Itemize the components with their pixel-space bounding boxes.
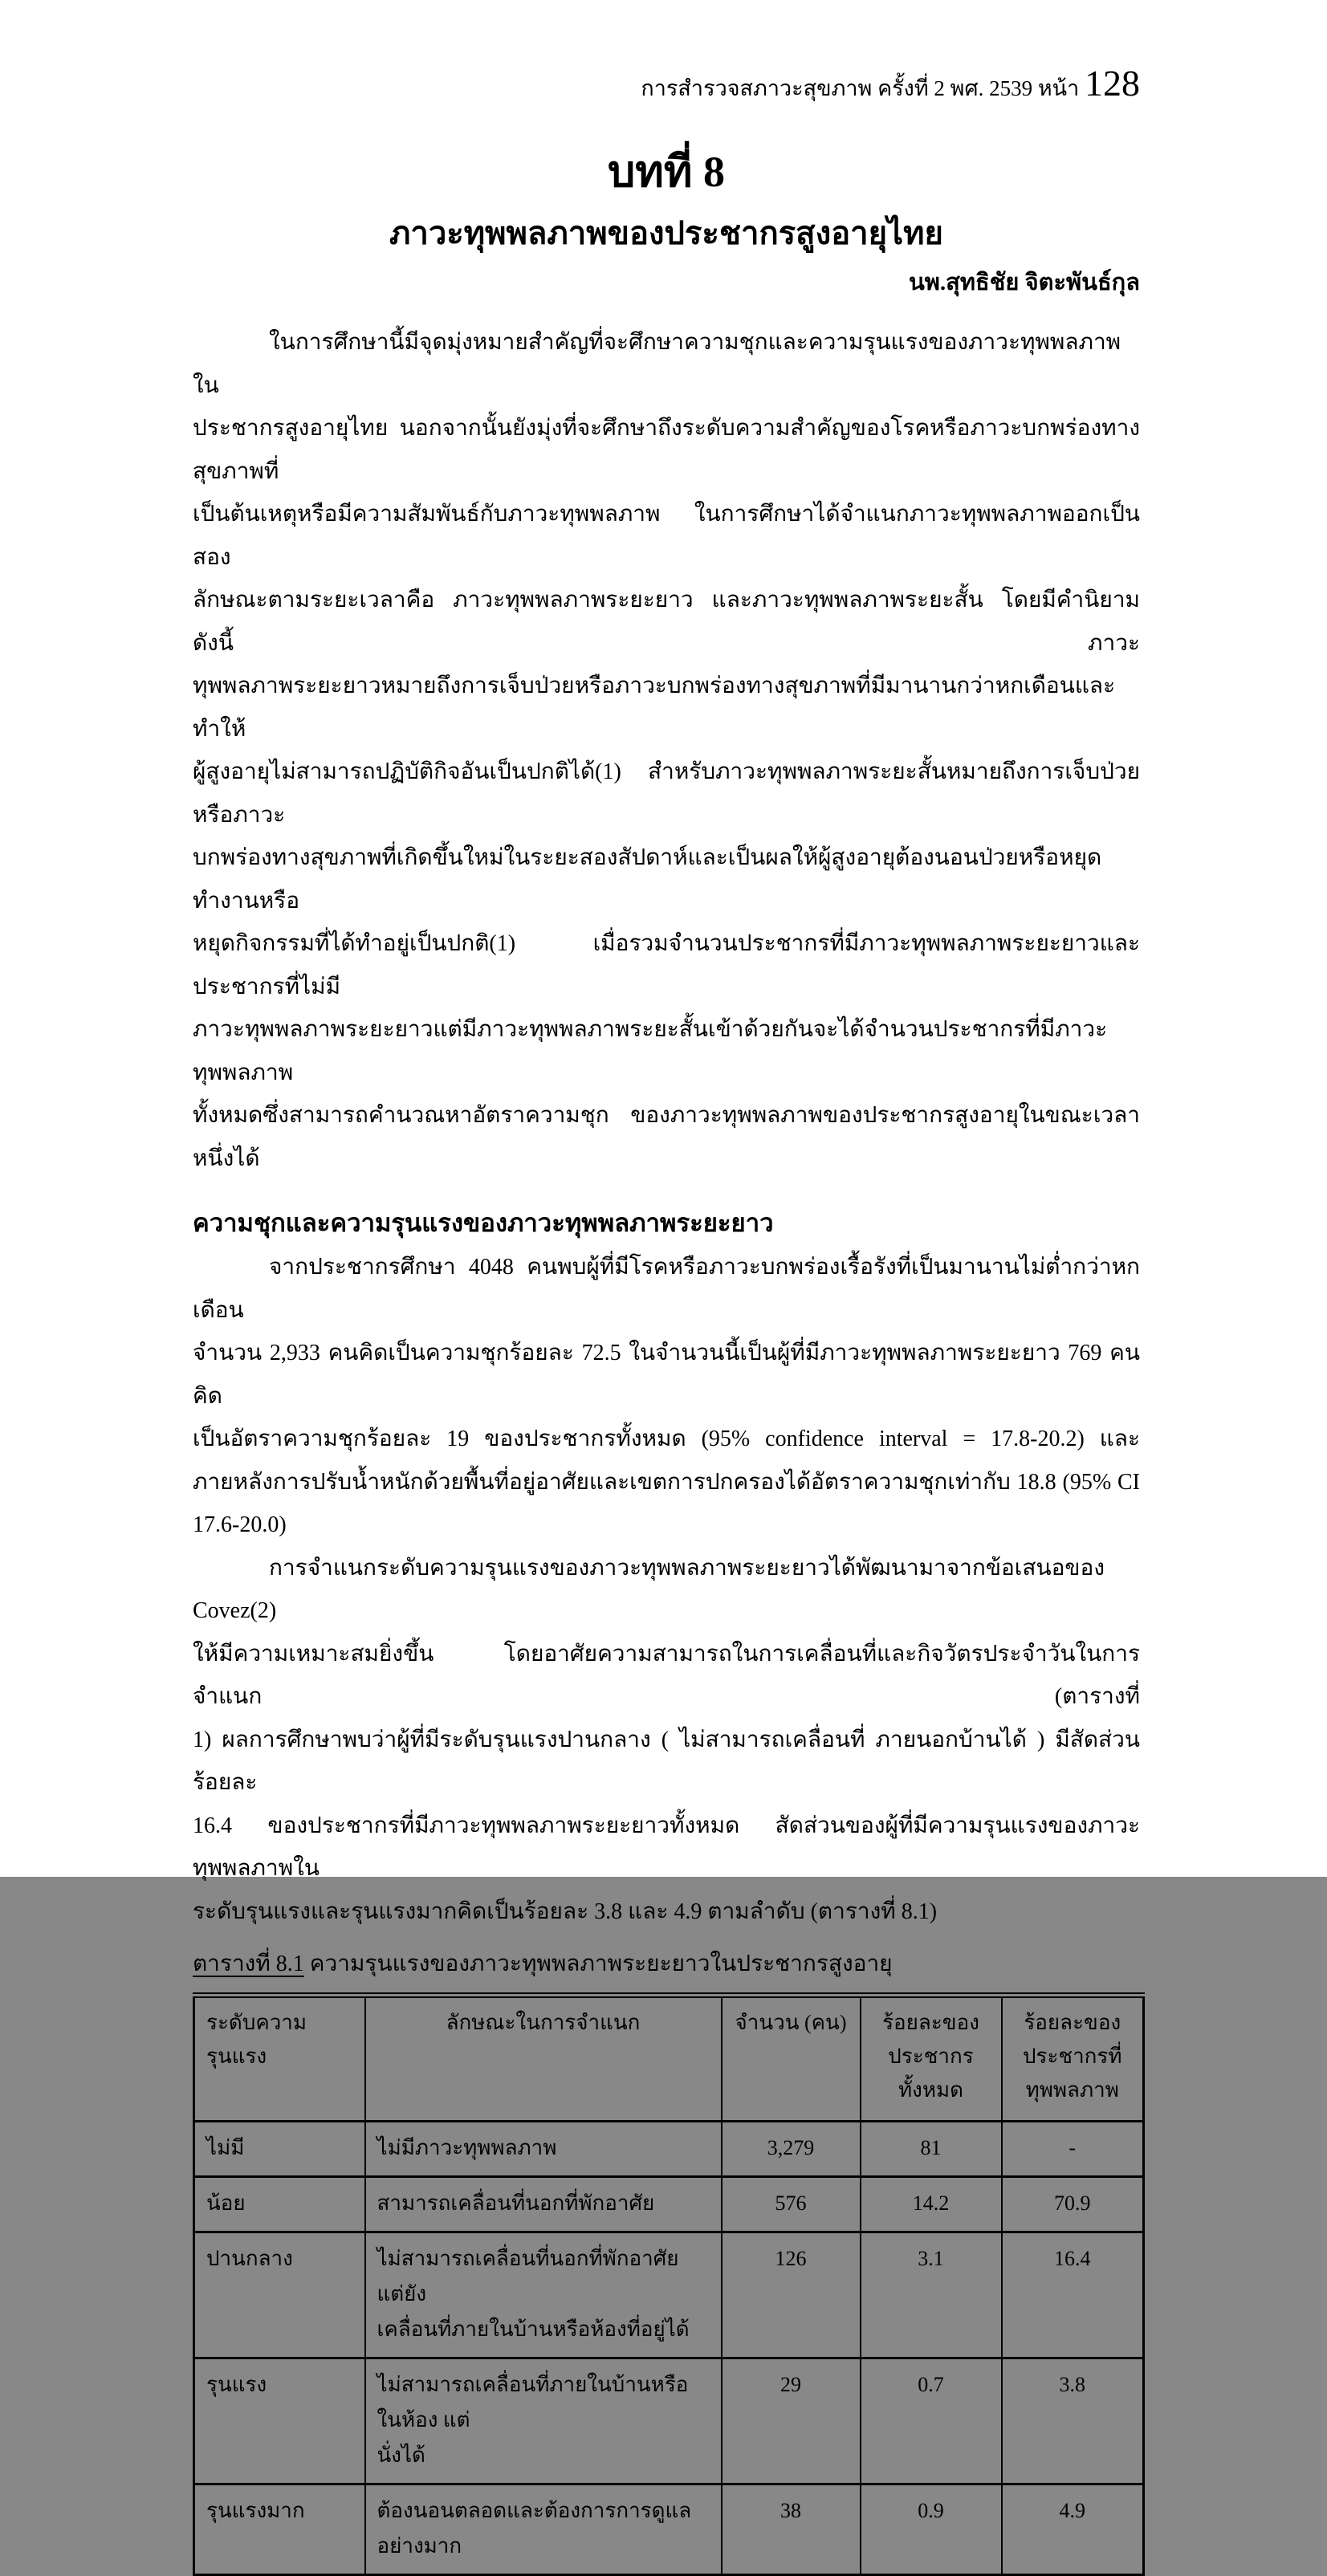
cell-classification: ต้องนอนตลอดและต้องการการดูแลอย่างมาก <box>365 2484 722 2575</box>
cell-percent-disabled: - <box>1002 2122 1144 2177</box>
text-line: ผู้สูงอายุไม่สามารถปฏิบัติกิจอันเป็นปกติได้(1) สำหรับภาวะทุพพลภาพระยะสั้นหมายถึงการเจ็บป่วยหรือภาวะ <box>193 759 1140 828</box>
text-line: ลักษณะตามระยะเวลาคือ ภาวะทุพพลภาพระยะยาว และภาวะทุพพลภาพระยะสั้น โดยมีคำนิยามดังนี้ ภาวะ <box>193 588 1140 656</box>
table-header-cell: ร้อยละของ ประชากร ทั้งหมด <box>861 1996 1002 2122</box>
table-row <box>194 2177 1144 2232</box>
cell-count: 29 <box>722 2358 861 2484</box>
text-line: เป็นอัตราความชุกร้อยละ 19 ของประชากรทั้งหมด (95% confidence interval = 17.8-20.2) และ <box>193 1426 1140 1451</box>
page-header <box>193 63 1140 106</box>
cell-severity-level: น้อย <box>194 2177 365 2232</box>
severity-table <box>193 1992 1145 2576</box>
text-line: ระดับรุนแรงและรุนแรงมากคิดเป็นร้อยละ 3.8 และ 4.9 ตามลำดับ (ตารางที่ 8.1) <box>193 1898 938 1924</box>
text-line: จำนวน 2,933 คนคิดเป็นความชุกร้อยละ 72.5 ในจำนวนนี้เป็นผู้ที่มีภาวะทุพพลภาพระยะยาว 769 คนคิด <box>193 1341 1140 1409</box>
table-row <box>194 2358 1144 2484</box>
table-header-cell: จำนวน (คน) <box>722 1996 861 2122</box>
table-header-cell: ร้อยละของ ประชากรที่ ทุพพลภาพ <box>1002 1996 1144 2122</box>
text-line: จากประชากรศึกษา 4048 คนพบผู้ที่มีโรคหรือภาวะบกพร่องเรื้อรังที่เป็นมานานไม่ต่ำกว่าหกเดือน <box>193 1255 1140 1323</box>
cell-severity-level: รุนแรงมาก <box>194 2484 365 2575</box>
text-line: ทุพพลภาพระยะยาวหมายถึงการเจ็บป่วยหรือภาวะบกพร่องทางสุขภาพที่มีมานานกว่าหกเดือนและทำให้ <box>193 674 1116 742</box>
cell-percent-disabled: 16.4 <box>1002 2232 1144 2358</box>
cell-classification: ไม่สามารถเคลื่อนที่ภายในบ้านหรือในห้อง แต่ นั่งได้ <box>365 2358 722 2484</box>
table-row <box>194 2484 1144 2575</box>
text-line: ในการศึกษานี้มีจุดมุ่งหมายสำคัญที่จะศึกษาความชุกและความรุนแรงของภาวะทุพพลภาพใน <box>193 330 1121 398</box>
cell-classification: ไม่มีภาวะทุพพลภาพ <box>365 2122 722 2177</box>
text-line: บกพร่องทางสุขภาพที่เกิดขึ้นใหม่ในระยะสองสัปดาห์และเป็นผลให้ผู้สูงอายุต้องนอนป่วยหรือหยุดทำงานหรือ <box>193 845 1102 914</box>
cell-count: 576 <box>722 2177 861 2232</box>
section-heading: ความชุกและความรุนแรงของภาวะทุพพลภาพระยะยาว <box>193 1209 774 1237</box>
severity-table-body <box>194 2122 1144 2575</box>
cell-count: 38 <box>722 2484 861 2575</box>
author-name: นพ.สุทธิชัย จิตะพันธ์กุล <box>908 270 1140 295</box>
cell-percent-disabled: 4.9 <box>1002 2484 1144 2575</box>
table-row <box>194 2232 1144 2358</box>
text-line: 17.6-20.0) <box>193 1512 287 1537</box>
cell-percent-total: 0.7 <box>861 2358 1002 2484</box>
text-line: ให้มีความเหมาะสมยิ่งขึ้น โดยอาศัยความสามารถในการเคลื่อนที่และกิจวัตรประจำวันในการจำแนก (ตารางที่ <box>193 1641 1140 1709</box>
cell-severity-level: ไม่มี <box>194 2122 365 2177</box>
page-number: 128 <box>1085 63 1140 104</box>
running-head: การสำรวจสภาวะสุขภาพ ครั้งที่ 2 พศ. 2539 หน้า <box>641 76 1085 100</box>
text-line: 1) ผลการศึกษาพบว่าผู้ที่มีระดับรุนแรงปานกลาง ( ไม่สามารถเคลื่อนที่ ภายนอกบ้านได้ ) มีสัดส่วนร้อยละ <box>193 1727 1140 1795</box>
cell-count: 3,279 <box>722 2122 861 2177</box>
text-line: ภายหลังการปรับน้ำหนักด้วยพื้นที่อยู่อาศัยและเขตการปกครองได้อัตราความชุกเท่ากับ 18.8 (95% CI <box>193 1469 1140 1495</box>
cell-percent-disabled: 70.9 <box>1002 2177 1144 2232</box>
table-caption-label: ตารางที่ 8.1 <box>193 1951 304 1976</box>
paragraph-severity <box>193 1547 1140 1934</box>
cell-percent-total: 81 <box>861 2122 1002 2177</box>
text-line: ทั้งหมดซึ่งสามารถคำนวณหาอัตราความชุก ของภาวะทุพพลภาพของประชากรสูงอายุในขณะเวลาหนึ่งได้ <box>193 1103 1140 1171</box>
body-text <box>193 321 1140 2576</box>
cell-severity-level: รุนแรง <box>194 2358 365 2484</box>
paragraph-prevalence <box>193 1246 1140 1547</box>
cell-severity-level: ปานกลาง <box>194 2232 365 2358</box>
cell-percent-total: 14.2 <box>861 2177 1002 2232</box>
text-line: การจำแนกระดับความรุนแรงของภาวะทุพพลภาพระยะยาวได้พัฒนามาจากข้อเสนอของ Covez(2) <box>193 1555 1105 1623</box>
table-header-cell: ลักษณะในการจำแนก <box>365 1996 722 2122</box>
text-line: ประชากรสูงอายุไทย นอกจากนั้นยังมุ่งที่จะศึกษาถึงระดับความสำคัญของโรคหรือภาวะบกพร่องทางสุขภาพที่ <box>193 416 1140 484</box>
table-caption <box>193 1944 1140 1984</box>
paragraph-intro <box>193 321 1140 1180</box>
text-line: เป็นต้นเหตุหรือมีความสัมพันธ์กับภาวะทุพพลภาพ ในการศึกษาได้จำแนกภาวะทุพพลภาพออกเป็นสอง <box>193 502 1140 570</box>
table-header-cell: ระดับความรุนแรง <box>194 1996 365 2122</box>
cell-classification: สามารถเคลื่อนที่นอกที่พักอาศัย <box>365 2177 722 2232</box>
cell-classification: ไม่สามารถเคลื่อนที่นอกที่พักอาศัย แต่ยัง เคลื่อนที่ภายในบ้านหรือห้องที่อยู่ได้ <box>365 2232 722 2358</box>
severity-table-header <box>194 1996 1144 2122</box>
table-header-row <box>194 1996 1144 2122</box>
document-title: ภาวะทุพพลภาพของประชากรสูงอายุไทย <box>389 215 943 251</box>
cell-percent-total: 3.1 <box>861 2232 1002 2358</box>
cell-percent-total: 0.9 <box>861 2484 1002 2575</box>
text-line: หยุดกิจกรรมที่ได้ทำอยู่เป็นปกติ(1) เมื่อรวมจำนวนประชากรที่มีภาวะทุพพลภาพระยะยาวและประชากรที่ไม่มี <box>193 931 1140 999</box>
text-line: ภาวะทุพพลภาพระยะยาวแต่มีภาวะทุพพลภาพระยะสั้นเข้าด้วยกันจะได้จำนวนประชากรที่มีภาวะทุพพลภาพ <box>193 1017 1108 1085</box>
text-line: 16.4 ของประชากรที่มีภาวะทุพพลภาพระยะยาวทั้งหมด สัดส่วนของผู้ที่มีความรุนแรงของภาวะทุพพลภาพใน <box>193 1813 1140 1881</box>
table-row <box>194 2122 1144 2177</box>
table-caption-text: ความรุนแรงของภาวะทุพพลภาพระยะยาวในประชากรสูงอายุ <box>303 1951 893 1976</box>
cell-count: 126 <box>722 2232 861 2358</box>
cell-percent-disabled: 3.8 <box>1002 2358 1144 2484</box>
chapter-heading: บทที่ 8 <box>608 148 725 196</box>
